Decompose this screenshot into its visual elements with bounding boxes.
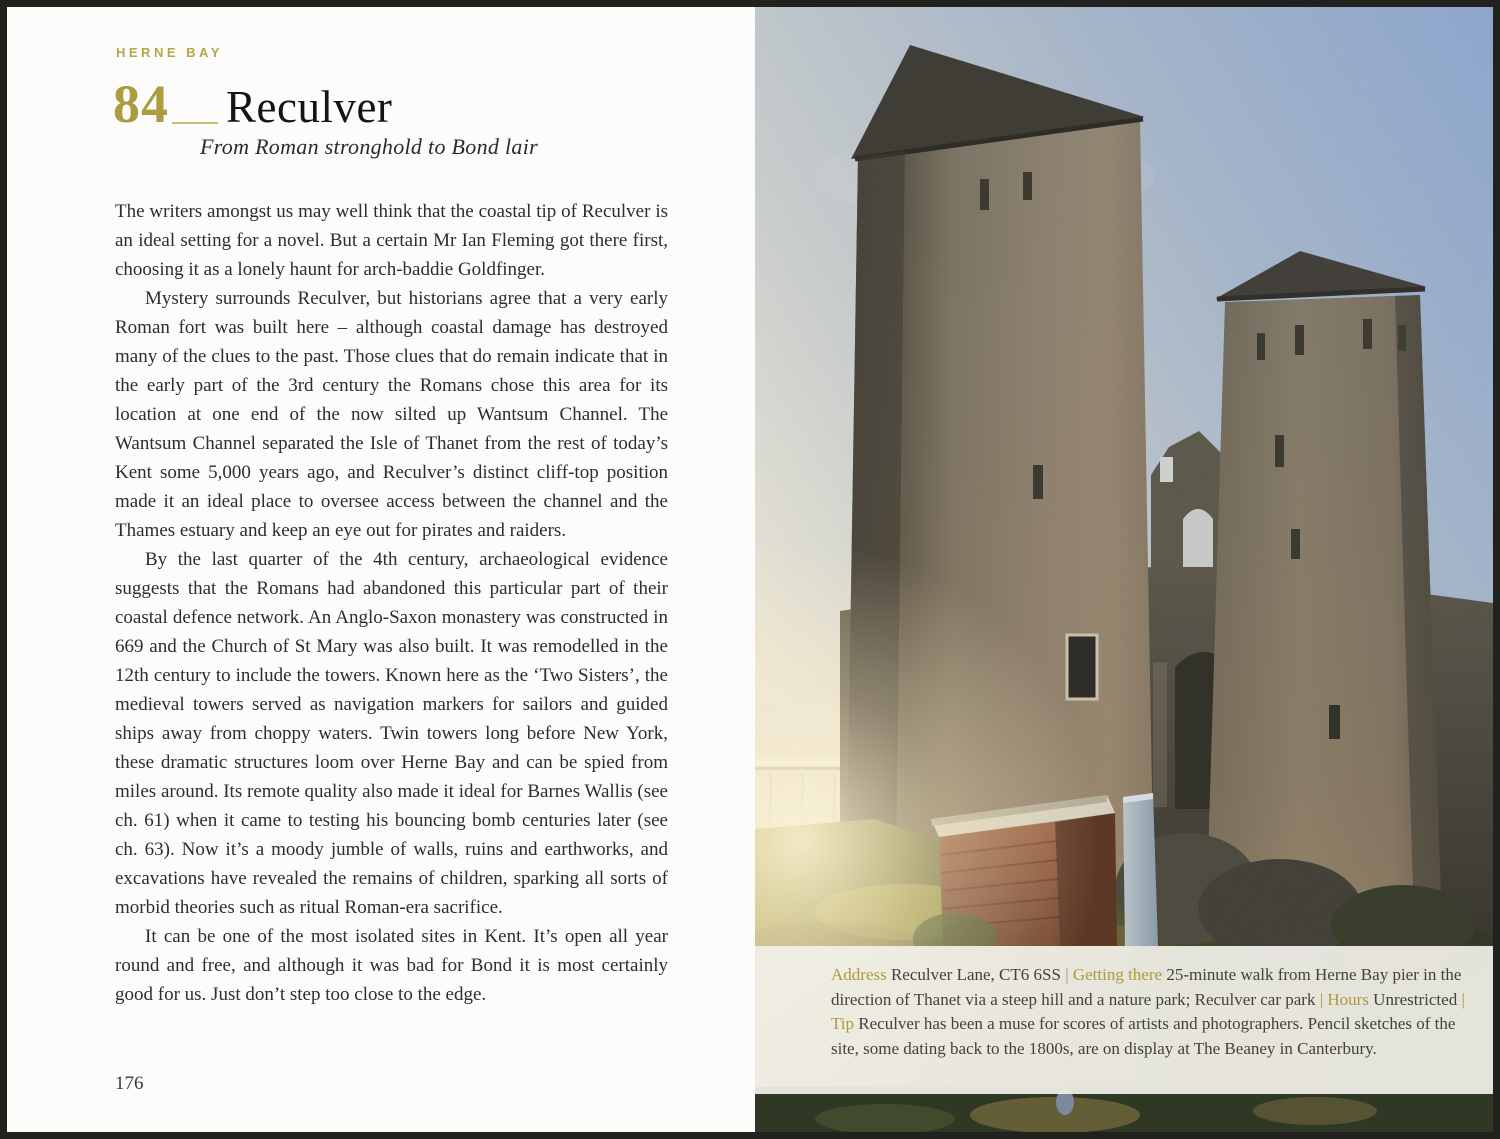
body-paragraph: By the last quarter of the 4th century, archaeological evidence suggests that the Romans had abandoned this particular part of their coastal defence network. An Anglo-Saxon monastery was constructed in 669 and the Church of St Mary was also built. It was remodelled in the 12th century to include the towers. Known here as the ‘Two Sisters’, the medieval towers served as navigation markers for sailors and guided ships away from choppy waters. Twin towers long before New York, these dramatic structures loom over Herne Bay and can be spied from miles around. Its remote quality also made it ideal for Barnes Wallis (see ch. 61) when it came to testing his bouncing bomb centuries later (see ch. 63). Now it’s a moody jumble of walls, ruins and earthworks, and excavations have revealed the remains of children, sparking all sorts of morbid theories such as ritual Roman-era sacrifice.: [115, 549, 668, 918]
page-number: 176: [115, 1073, 144, 1094]
infobox-label-getting-there: | Getting there: [1065, 965, 1163, 984]
infobox-text: Unrestricted: [1368, 989, 1462, 1009]
infobox-label-tip: | Tip: [831, 989, 1465, 1034]
infobox-text: Reculver has been a muse for scores of artists and photographers. Pencil sketches of the site, some dating back to the 1800s, are on display at The Beaney in Canterbury.: [831, 1014, 1456, 1058]
body-paragraph: Mystery surrounds Reculver, but historians agree that a very early Roman fort was built here – although coastal damage has destroyed many of the clues to the past. Those clues that do remain indicate that in the early part of the 3rd century the Romans chose this area for its location at one end of the now silted up Wantsum Channel. The Wantsum Channel separated the Isle of Thanet from the rest of today’s Kent some 5,000 years ago, and Reculver’s distinct cliff-top position made it an ideal place to oversee access between the channel and the Thames estuary and keep an eye out for pirates and raiders.: [115, 288, 668, 541]
visitor-info-box: [755, 946, 1493, 1094]
entry-title-row: [113, 73, 392, 135]
body-paragraph: The writers amongst us may well think that the coastal tip of Reculver is an ideal setting for a novel. But a certain Mr Ian Fleming got there first, choosing it as a lonely haunt for arch-baddie Goldfinger.: [115, 201, 668, 280]
infobox-text: Reculver Lane, CT6 6SS: [886, 965, 1066, 984]
reculver-towers-photo: [755, 7, 1493, 1132]
entry-number: 84: [113, 74, 169, 134]
body-paragraph: It can be one of the most isolated sites in Kent. It’s open all year round and free, and although it was bad for Bond it is most certainly good for us. Just don’t step too close to the edge.: [115, 926, 668, 1005]
page-title: Reculver: [226, 82, 393, 132]
infobox-label-hours: | Hours: [1319, 989, 1369, 1009]
section-label: HERNE BAY: [116, 45, 223, 60]
entry-subtitle: From Roman stronghold to Bond lair: [200, 134, 538, 159]
infobox-label-address: Address: [831, 965, 887, 984]
title-rule: [172, 122, 218, 124]
article-body: [115, 197, 668, 1009]
infobox-text: 25-minute walk from Herne Bay pier in the direction of Thanet via a steep hill and a nature park; Reculver car park: [831, 965, 1462, 1009]
